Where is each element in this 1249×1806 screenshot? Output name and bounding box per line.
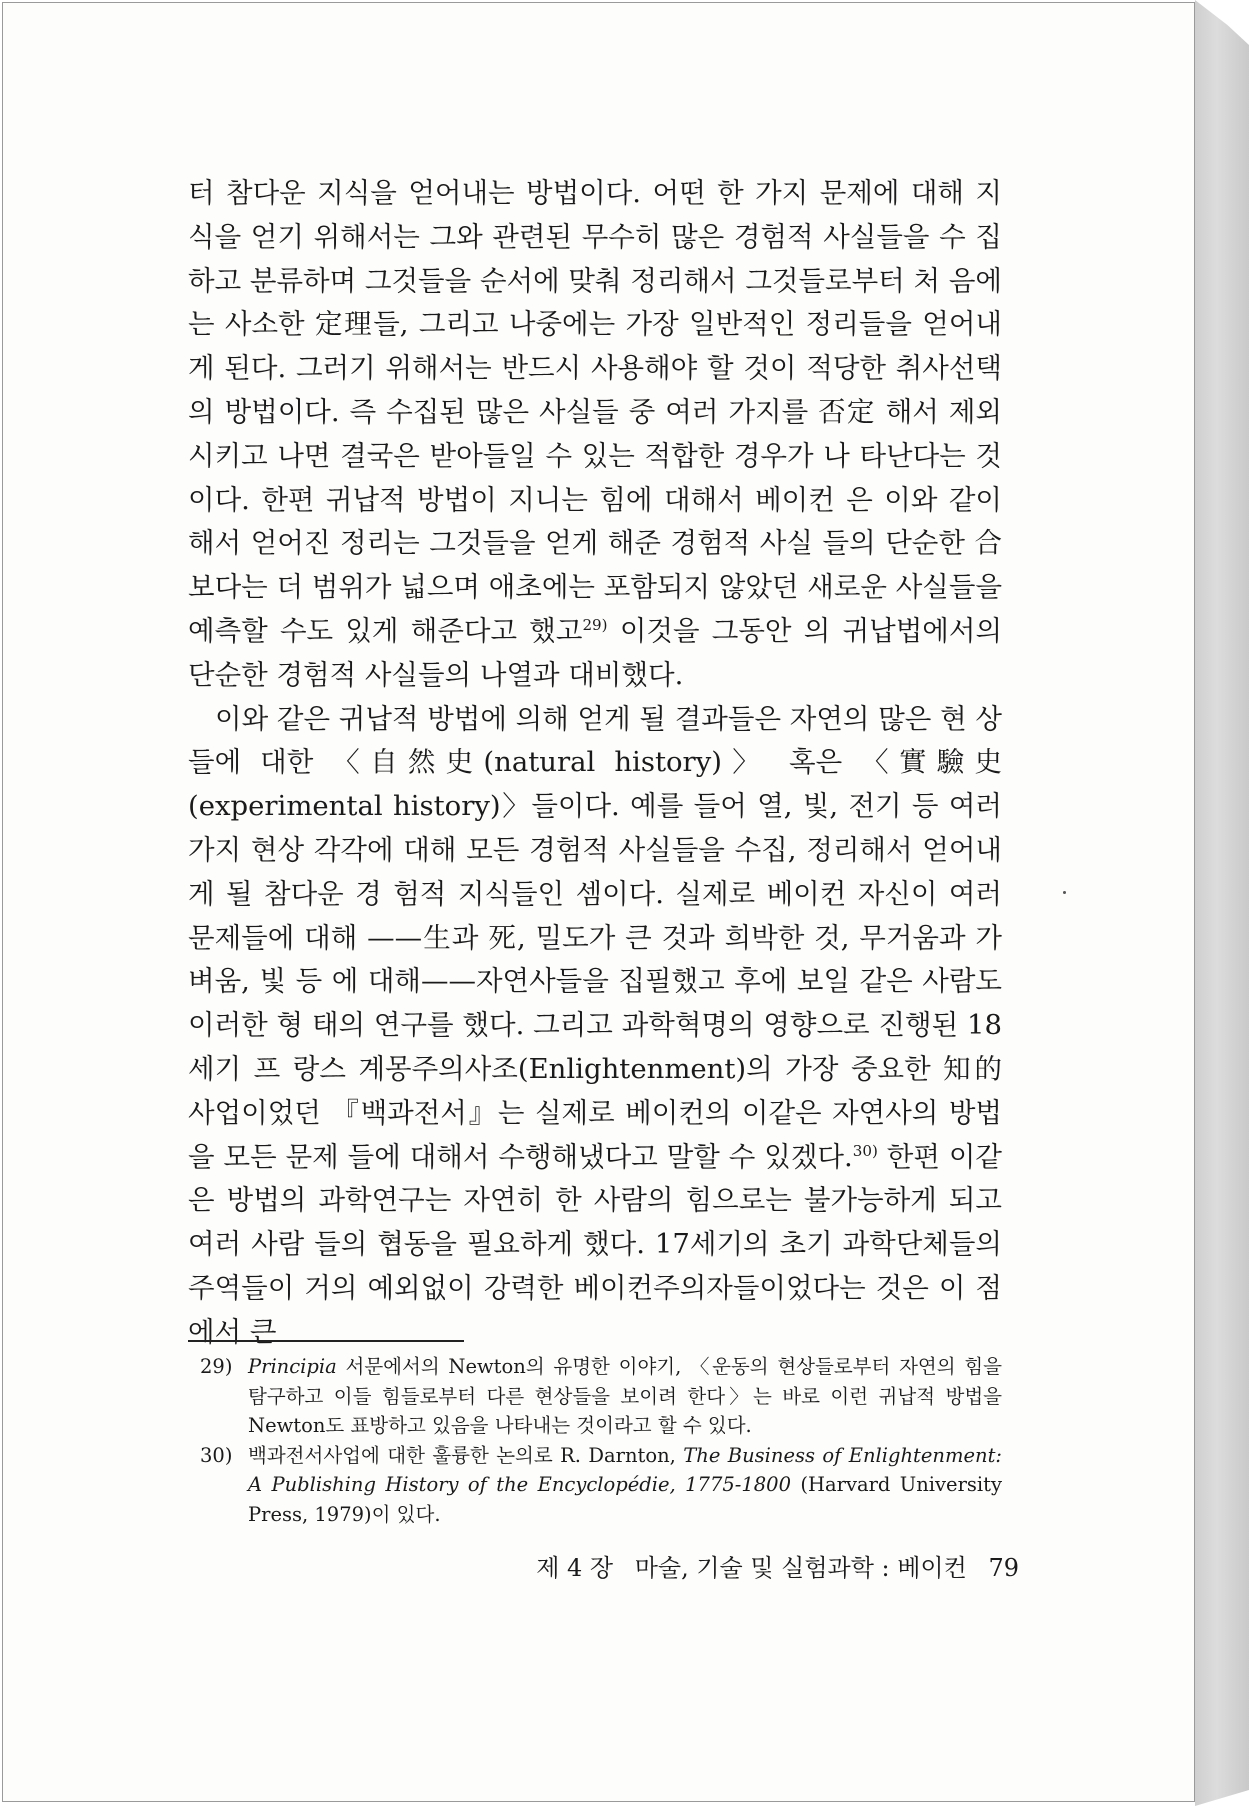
- body-line: 은 이와 같이 해서 얻어진 정리는 그것들을 얻게 해준 경험적 사실: [188, 483, 1003, 560]
- body-line: 얻어내게 된다. 그러기 위해서는 반드시 사용해야 할 것이 적당한: [188, 308, 1002, 385]
- chapter-title: 마술, 기술 및 실험과학 : 베이컨: [634, 1554, 967, 1582]
- body-line: ——生과 死, 밀도가 큰 것과 희박한 것, 무거움과 가벼움, 빛 등: [188, 921, 1002, 998]
- paragraph-1: [188, 172, 1002, 698]
- body-line: 『백과전서』는 실제로 베이컨의 이같은 자연사의 방법을 모든 문제: [188, 1096, 1002, 1173]
- footnote-ref-29[interactable]: 29): [582, 615, 608, 634]
- footnote-text: [248, 1441, 1002, 1530]
- body-line: 거의 예외없이 강력한 베이컨주의자들이었다는 것은 이 점에서 큰: [188, 1271, 1002, 1348]
- page-number: 79: [988, 1554, 1019, 1582]
- body-line: 대해 모든 경험적 사실들을 수집, 정리해서 얻어내게 될 참다운 경: [188, 833, 1002, 910]
- body-line: 이와 같은 귀납적 방법에 의해 얻게 될 결과들은 자연의 많은 현: [215, 702, 967, 735]
- footnote-ref-30[interactable]: 30): [852, 1141, 878, 1160]
- body-line: 들에 대해서 수행해냈다고 말할 수 있겠다.: [347, 1140, 853, 1173]
- page-edge: [1195, 0, 1249, 1806]
- body-line: 랑스 계몽주의사조(Enlightenment)의 가장 중요한 知的 사업이었던: [188, 1052, 1002, 1129]
- footnote-italic-title: Principia: [248, 1355, 337, 1378]
- body-line: 음에는 사소한 定理들, 그리고 나중에는 가장 일반적인 정리들을: [188, 264, 1002, 341]
- body-line: history)〉들이다. 예를 들어 열, 빛, 전기 등 여러 가지 현상 각각에: [188, 790, 1002, 866]
- body-line: 에 대해——자연사들을 집필했고 후에 보일 같은 사람도 이러한 형: [188, 965, 1002, 1042]
- scan-speck: [1063, 891, 1066, 894]
- footnote-body: 서문에서의 Newton의 유명한 이야기, 〈운동의 현상들로부터 자연의 힘을 탐구하고 이들 힘들로부터 다른 현상들을 보이려 한다〉는 바로 이런 귀납적 방법을 Newton도 표방하고 있음을 나타내는 것이라고 할 수 있다.: [248, 1355, 1002, 1437]
- body-line: 새로운 사실들을 예측할 수도 있게 해준다고 했고: [188, 571, 1003, 647]
- chapter-label: 제 4 장: [536, 1554, 614, 1582]
- footnote-italic-title: The Business of Enlightenment: A Publishing History of the Encyclopédie, 1775-1800: [248, 1443, 1002, 1496]
- body-line: 이것을 그동안: [607, 614, 792, 647]
- body-line: 타난다는 것이다. 한편 귀납적 방법이 지니는 힘에 대해서 베이컨: [188, 439, 1002, 516]
- body-line: 식을 얻기 위해서는 그와 관련된 무수히 많은 경험적 사실들을 수: [188, 220, 966, 253]
- body-line: 한편 이같은 방법의: [188, 1140, 1003, 1217]
- body-line: 과학연구는 자연히 한 사람의 힘으로는 불가능하게 되고 여러 사람: [188, 1184, 1002, 1261]
- body-line: 취사선택의 방법이다. 즉 수집된 많은 사실들 중 여러 가지를 否定: [188, 352, 1002, 428]
- body-line: 들의 단순한 合보다는 더 범위가 넓으며 애초에는 포함되지 않았던: [188, 527, 1002, 604]
- running-footer: [536, 1548, 1019, 1583]
- footnote-text: [248, 1352, 1002, 1441]
- footnote-number: 30): [200, 1443, 233, 1467]
- body-line: 의 귀납법에서의 단순한 경험적 사실들의 나열과 대비했다.: [188, 614, 1003, 691]
- body-line: 해서 제외시키고 나면 결국은 받아들일 수 있는 적합한 경우가 나: [188, 395, 1002, 472]
- body-line: 태의 연구를 했다. 그리고 과학혁명의 영향으로 진행된 18세기 프: [188, 1009, 1002, 1085]
- body-line: 터 참다운 지식을 얻어내는 방법이다. 어떤 한 가지 문제에 대해 지: [188, 177, 1002, 209]
- body-line: 상들에 대한 〈自然史(natural history)〉 혹은 〈實驗史(experimental: [188, 702, 1002, 823]
- body-line: 들의 협동을 필요하게 했다. 17세기의 초기 과학단체들의 주역들이: [188, 1228, 1002, 1304]
- footnote-29: [200, 1352, 1002, 1441]
- footnote-30: [200, 1441, 1002, 1530]
- footnote-body: (Harvard University Press, 1979)이 있다.: [248, 1473, 1002, 1526]
- footnote-number: 29): [200, 1355, 233, 1378]
- body-line: 험적 지식들인 셈이다. 실제로 베이컨 자신이 여러 문제들에 대해: [188, 877, 1002, 954]
- paragraph-2: [188, 698, 1002, 1355]
- body-line: 집하고 분류하며 그것들을 순서에 맞춰 정리해서 그것들로부터 처: [188, 220, 1002, 297]
- footnotes: [200, 1352, 1002, 1529]
- main-body-text: [188, 172, 1002, 1355]
- footnote-divider: [188, 1340, 464, 1342]
- footnote-body: 백과전서사업에 대한 훌륭한 논의로 R. Darnton,: [248, 1443, 684, 1467]
